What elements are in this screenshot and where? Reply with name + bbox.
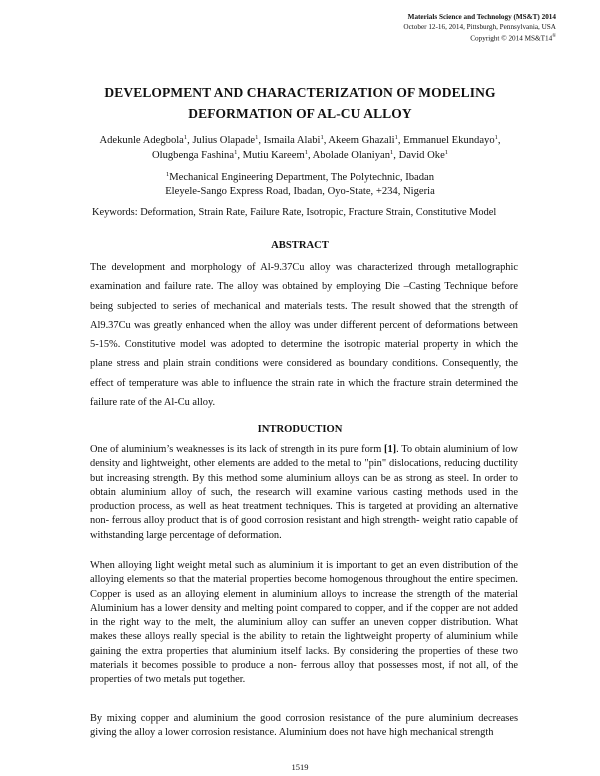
affiliation-mark: 1 [390,149,394,156]
abstract-text: The development and morphology of Al-9.37Cu alloy was characterized through metallographic examination and failure rate. The alloy was obtained by employing Die –Casting Technique before being subjected to series of mechanical and materials tests. The result showed that the strength of Al9.37Cu was greatly enhanced when the alloy was under different percent of deformations between 5-15%. Constitutive model was adopted to determine the isotropic material property in which the plane stress and plain strain conditions were considered as boundary conditions. Consequently, the effect of temperature was able to influence the strain rate in which the fracture strain determined the failure rate of the Al-Cu alloy. [90,262,518,409]
author-separator: , [393,150,399,161]
paper-title [40,82,560,124]
author [403,135,500,146]
author [264,135,329,146]
running-header [403,12,556,43]
author-name: Emmanuel Ekundayo [403,135,495,146]
intro-p1-text-b: . To obtain aluminium of low density and lightweight, other elements are added to the metal to "pin" dislocations, reducing ductility but increasing strength. By this method some aluminium alloys can be as strong as steel. In order to obtain aluminium alloy of such, the research will examine various casting methods used in the production process, as well as heat treatment techniques. This is targeted at providing an alternative non- ferrous alloy product that is of good corrosion resistant and high strength- weight ratio capable of withstanding large percentage of deformation. [90,444,519,541]
author-name: Abolade Olaniyan [312,150,391,161]
introduction-heading: INTRODUCTION [257,424,343,435]
affiliation-mark: 1 [304,149,308,156]
author-separator: , [187,135,193,146]
author [192,135,263,146]
affiliation-mark: 1 [320,134,324,141]
author-name: Julius Olapade [192,135,256,146]
affiliation-mark: 1 [494,134,498,141]
conference-info: October 12-16, 2014, Pittsburgh, Pennsylvania, USA [403,23,556,31]
affiliation-line-2: Eleyele-Sango Express Road, Ibadan, Oyo-State, +234, Nigeria [165,186,435,197]
title-line-1: DEVELOPMENT AND CHARACTERIZATION OF MODELING [104,85,496,100]
intro-paragraph-2: When alloying light weight metal such as aluminium it is important to get an even distribution of the alloying elements so that the material properties become homogenous throughout the entire specimen. Copper is used as an alloying element in aluminium alloys to increase the strength of the material Aluminium has a lower density and melting point compared to copper, and if the copper are not added in the right way to the melt, the aluminium alloy can suffer an uneven copper distribution. What makes these alloys really special is the ability to retain the lightweight property of aluminium while gaining the extra properties that aluminium itself lacks. By considering the properties of these two materials it becomes possible to produce a non- ferrous alloy that possesses most, if not all, of the properties of two metals put together. [90,560,518,686]
affiliation-mark: 1 [234,149,238,156]
affiliation [40,171,560,199]
intro-paragraph-3: By mixing copper and aluminium the good corrosion resistance of the pure aluminium decreases giving the alloy a lower corrosion resistance. Aluminium does not have high mechanical strength [90,713,518,739]
author [328,135,403,146]
affiliation-mark: 1 [183,134,188,141]
author [152,150,243,161]
affiliation-mark: 1 [394,134,398,141]
abstract-heading: ABSTRACT [271,240,329,251]
author-separator: , [258,135,264,146]
author-name: Adekunle Adegbola [99,135,184,146]
author-name: Olugbenga Fashina [151,150,235,161]
affiliation-line-1 [40,171,560,185]
author-list [62,133,538,163]
registered-mark: ® [552,34,556,39]
author [243,150,313,161]
author-separator: , [237,150,243,161]
affiliation-mark: 1 [255,134,259,141]
journal-name: Materials Science and Technology (MS&T) 2014 [407,13,556,21]
author-separator: , [323,135,329,146]
author-name: Akeem Ghazali [328,135,395,146]
keywords: Keywords: Deformation, Strain Rate, Failure Rate, Isotropic, Fracture Strain, Constitutive Model [92,207,497,218]
title-line-2: DEFORMATION OF AL-CU ALLOY [188,106,412,121]
intro-paragraph-1 [90,443,518,543]
citation-link[interactable]: [1] [384,444,397,455]
author-separator: , [497,135,501,146]
author-name: Ismaila Alabi [263,135,321,146]
author [313,150,399,161]
page-number: 1519 [291,762,309,772]
author-separator: , [307,150,313,161]
author-name: David Oke [398,150,445,161]
author [99,135,192,146]
copyright-line [403,32,556,43]
affiliation-dept: Mechanical Engineering Department, The Polytechnic, Ibadan [169,172,435,183]
author-name: Mutiu Kareem [242,150,305,161]
affiliation-mark: 1 [444,149,449,156]
author [399,150,448,161]
affiliation-mark: 1 [165,171,170,178]
author-separator: , [397,135,404,146]
intro-p1-text-a: One of aluminium’s weaknesses is its lack of strength in its pure form [90,444,385,455]
copyright-text: Copyright © 2014 MS&T14 [470,34,553,43]
